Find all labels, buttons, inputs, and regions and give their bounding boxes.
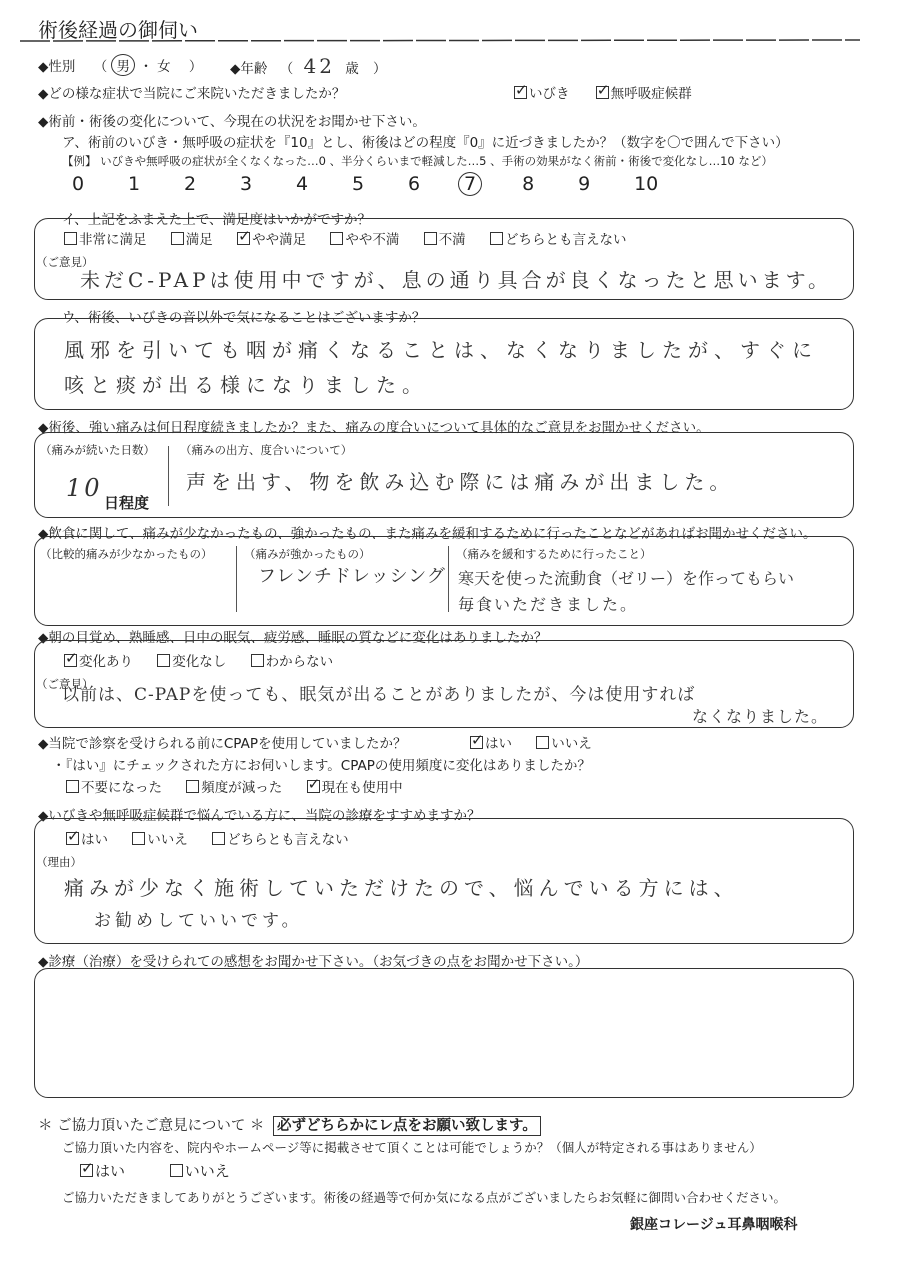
recommend-reason-line1[interactable]: 痛みが少なく施術していただけたので、悩んでいる方には、 <box>64 876 739 900</box>
age-value[interactable]: 42 <box>303 54 335 78</box>
scale-7-selected[interactable]: 7 <box>458 172 482 196</box>
recommend-options <box>66 828 369 848</box>
other-answer-line1[interactable]: 風邪を引いても咽が痛くなることは、なくなりましたが、すぐに <box>64 338 818 362</box>
sat-neutral-label: どちらとも言えない <box>504 232 627 248</box>
sleep-unknown-checkbox[interactable] <box>251 654 264 667</box>
food-col3-label: （痛みを緩和するために行ったこと） <box>456 547 652 561</box>
sat-very-satisfied-checkbox[interactable] <box>64 232 77 245</box>
satisfaction-opinion-text[interactable]: 未だC-PAPは使用中ですが、息の通り具合が良くなったと思います。 <box>80 268 832 292</box>
age-paren-close: ） <box>373 61 387 77</box>
other-answer-line2[interactable]: 咳と痰が出る様になりました。 <box>64 373 428 397</box>
q-pain: ◆術後、強い痛みは何日程度続きましたか？また、痛みの度合いについて具体的なご意見をお聞かせください。 <box>38 420 710 436</box>
title-underline <box>20 36 860 46</box>
sat-somewhat-dissatisfied-label: やや不満 <box>345 232 400 248</box>
recommend-yes-checkbox[interactable] <box>66 832 79 845</box>
symptom-snoring-checkbox[interactable] <box>514 86 527 99</box>
q-other: ウ、術後、いびきの音以外で気になることはございますか？ <box>62 310 426 326</box>
satisfaction-opinion-label: （ご意見） <box>36 255 94 269</box>
age-label: ◆年齢 <box>230 61 268 77</box>
sat-satisfied-label: 満足 <box>185 232 213 248</box>
symptom-apnea-label: 無呼吸症候群 <box>610 86 692 102</box>
q-symptom: ◆どの様な症状で当院にご来院いただきましたか？ <box>38 86 346 102</box>
recommend-neutral-checkbox[interactable] <box>212 832 225 845</box>
recommend-no-checkbox[interactable] <box>132 832 145 845</box>
severity-scale <box>72 172 690 196</box>
scale-4[interactable]: 4 <box>296 173 309 195</box>
q-change-line2: ア、術前のいびき・無呼吸の症状を『10』とし、術後はどの程度『0』に近づきましたか？（数字を〇で囲んで下さい） <box>62 135 789 151</box>
footer-notice-emphasis: 必ずどちらかにレ点をお願い致します。 <box>273 1116 541 1136</box>
sleep-unchanged-label: 変化なし <box>172 654 227 670</box>
sat-neutral-checkbox[interactable] <box>490 232 503 245</box>
q-impression: ◆診療（治療）を受けられての感想をお聞かせ下さい。（お気づきの点をお聞かせ下さい。） <box>38 954 589 970</box>
q-recommend: ◆いびきや無呼吸症候群で悩んでいる方に、当院の診療をすすめますか？ <box>38 808 481 824</box>
gender-male-option[interactable]: 男 <box>111 54 135 76</box>
clinic-name: 銀座コレージュ耳鼻咽喉科 <box>630 1217 798 1233</box>
recommend-neutral-label: どちらとも言えない <box>227 832 349 848</box>
sleep-changed-label: 変化あり <box>79 654 133 670</box>
impression-box[interactable] <box>34 968 854 1098</box>
scale-6[interactable]: 6 <box>408 173 421 195</box>
pain-detail-label: （痛みの出方、度合いについて） <box>180 443 353 457</box>
pain-divider <box>168 446 169 506</box>
food-col1-label: （比較的痛みが少なかったもの） <box>40 547 213 561</box>
symptom-snoring-label: いびき <box>529 86 570 102</box>
gender-paren-close: ） <box>188 59 203 75</box>
cpap-reduced-label: 頻度が減った <box>201 780 283 796</box>
cpap-reduced-checkbox[interactable] <box>186 780 199 793</box>
sleep-opinion-label: （ご意見） <box>36 677 94 691</box>
cpap-unneeded-checkbox[interactable] <box>66 780 79 793</box>
gender-label: ◆性別 <box>38 59 76 75</box>
food-divider-1 <box>236 546 237 612</box>
q-sleep: ◆朝の目覚め、熟睡感、日中の眠気、疲労感、睡眠の質などに変化はありましたか？ <box>38 630 548 646</box>
sleep-changed-checkbox[interactable] <box>64 654 77 667</box>
age-row <box>230 54 387 78</box>
gender-female-option[interactable]: 女 <box>157 59 171 75</box>
q-change-line1: ◆術前・術後の変化について、今現在の状況をお聞かせ下さい。 <box>38 114 426 130</box>
scale-5[interactable]: 5 <box>352 173 365 195</box>
pain-days-value[interactable]: 10 <box>66 474 103 502</box>
cpap-no-checkbox[interactable] <box>536 736 549 749</box>
age-unit: 歳 <box>345 61 359 77</box>
pain-days-label: （痛みが続いた日数） <box>40 443 155 457</box>
pain-days-unit: 日程度 <box>104 494 150 512</box>
scale-9[interactable]: 9 <box>578 173 591 195</box>
q-cpap-sub: ・『はい』にチェックされた方にお伺いします。CPAPの使用頻度に変化はありましたか？ <box>52 758 591 774</box>
cpap-still-using-checkbox[interactable] <box>307 780 320 793</box>
cpap-yes-label: はい <box>485 736 512 752</box>
food-col2-value[interactable]: フレンチドレッシング <box>258 566 446 587</box>
sat-somewhat-dissatisfied-checkbox[interactable] <box>330 232 343 245</box>
footer-notice <box>38 1114 541 1135</box>
cpap-unneeded-label: 不要になった <box>81 780 162 796</box>
recommend-yes-label: はい <box>81 832 108 848</box>
cpap-sub-options <box>66 776 423 796</box>
sat-somewhat-satisfied-checkbox[interactable] <box>237 232 250 245</box>
permission-yes-checkbox[interactable] <box>80 1164 93 1177</box>
sat-satisfied-checkbox[interactable] <box>171 232 184 245</box>
gender-row <box>38 54 202 76</box>
sat-dissatisfied-checkbox[interactable] <box>424 232 437 245</box>
footer-notice-heading: ＊ ご協力頂いたご意見について ＊ <box>38 1118 265 1134</box>
scale-10[interactable]: 10 <box>634 173 659 195</box>
page-title: 術後経過の御伺い <box>38 18 198 42</box>
q-satisfaction: イ、上記をふまえた上で、満足度はいかがですか？ <box>62 212 372 228</box>
scale-1[interactable]: 1 <box>128 173 141 195</box>
q-change-line3: 【例】 いびきや無呼吸の症状が全くなくなった…0 、半分くらいまで軽減した…5 、手術の効果がなく術前・術後で変化なし…10 など） <box>62 154 773 168</box>
permission-yes-label: はい <box>95 1162 126 1180</box>
sat-somewhat-satisfied-label: やや満足 <box>252 232 307 248</box>
food-col2-label: （痛みが強かったもの） <box>244 547 371 561</box>
scale-3[interactable]: 3 <box>240 173 253 195</box>
scale-0[interactable]: 0 <box>72 173 85 195</box>
pain-detail-text[interactable]: 声を出す、物を飲み込む際には痛みが出ました。 <box>186 470 735 494</box>
sleep-options <box>64 650 353 670</box>
permission-no-label: いいえ <box>184 1162 230 1180</box>
sleep-opinion-line1[interactable]: 以前は、C-PAPを使っても、眠気が出ることがありましたが、今は使用すれば <box>62 685 696 705</box>
permission-no-checkbox[interactable] <box>170 1164 183 1177</box>
sleep-unknown-label: わからない <box>265 654 334 670</box>
food-col3-value-line1[interactable]: 寒天を使った流動食（ゼリー）を作ってもらい <box>458 569 795 588</box>
cpap-no-label: いいえ <box>551 736 592 752</box>
footer-permission-question: ご協力頂いた内容を、院内やホームページ等に掲載させて頂くことは可能でしょうか？（個人が特定される事はありません） <box>62 1140 762 1155</box>
q-food: ◆飲食に関して、痛みが少なかったもの、強かったもの、また痛みを緩和するために行ったことなどがあればお聞かせください。 <box>38 526 817 542</box>
sleep-opinion-line2[interactable]: なくなりました。 <box>692 707 829 726</box>
sat-dissatisfied-label: 不満 <box>438 232 466 248</box>
recommend-reason-label: （理由） <box>36 855 82 869</box>
footer-permission-options <box>80 1160 250 1181</box>
cpap-yes-checkbox[interactable] <box>470 736 483 749</box>
age-paren-open: （ <box>279 61 294 77</box>
sat-very-satisfied-label: 非常に満足 <box>79 232 147 248</box>
gender-dot: ・ <box>139 59 153 75</box>
scale-2[interactable]: 2 <box>184 173 197 195</box>
recommend-no-label: いいえ <box>147 832 188 848</box>
footer-thanks: ご協力いただきましてありがとうございます。術後の経過等で何か気になる点がございましたらお気軽に御問い合わせください。 <box>62 1190 787 1205</box>
recommend-reason-line2[interactable]: お勧めしていいです。 <box>94 911 303 931</box>
satisfaction-options <box>64 228 646 248</box>
sleep-unchanged-checkbox[interactable] <box>157 654 170 667</box>
scale-8[interactable]: 8 <box>522 173 535 195</box>
symptom-apnea-checkbox[interactable] <box>596 86 609 99</box>
q-cpap: ◆当院で診察を受けられる前にCPAPを使用していましたか？ <box>38 736 407 752</box>
cpap-options <box>470 732 612 752</box>
gender-paren-open: （ <box>93 59 108 75</box>
cpap-still-using-label: 現在も使用中 <box>321 780 403 796</box>
food-divider-2 <box>448 546 449 612</box>
symptom-options <box>514 82 692 102</box>
food-col3-value-line2[interactable]: 毎食いただきました。 <box>458 595 639 614</box>
